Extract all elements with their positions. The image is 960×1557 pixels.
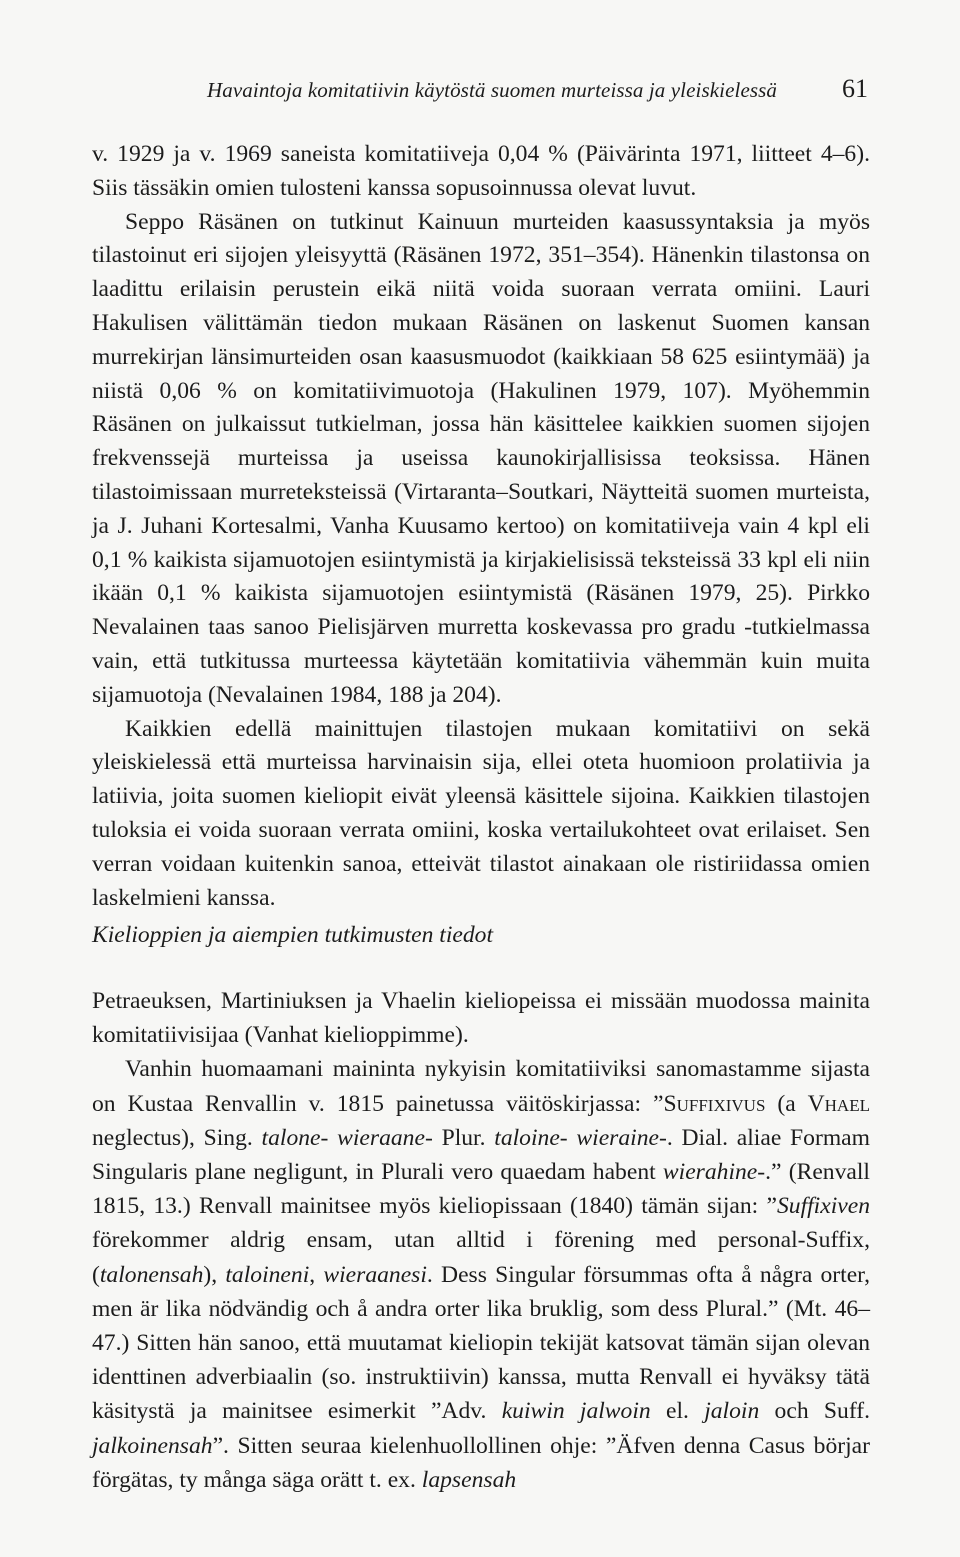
italic-example: taloine- wieraine- xyxy=(494,1124,667,1151)
italic-example: jalkoinensah xyxy=(92,1432,213,1459)
italic-example: Suffixiven xyxy=(776,1193,870,1220)
italic-example: kuiwin jalwoin xyxy=(501,1398,651,1425)
body-text-section-2 xyxy=(92,984,870,1497)
italic-example: jaloin xyxy=(704,1398,760,1425)
text-run: och Suff. xyxy=(759,1398,871,1425)
paragraph-summary: Kaikkien edellä mainittujen tilastojen mukaan komitatiivi on sekä yleiskielessä että murteissa harvinaisin sija, ellei oteta huomioon prolatiivia ja latiivia, joita suomen kieliopit eivät yleensä käsittele sijoina. Kaikkien tilastojen tuloksia ei voida suoraan verrata omiini, koska vertailukohteet ovat erilaiset. Sen verran voidaan kuitenkin sanoa, etteivät tilastot ainakaan ole ristiriidassa omien laskelmieni kanssa. xyxy=(92,715,870,911)
small-caps-term: Suffixivus xyxy=(663,1090,766,1117)
italic-example: lapsensah xyxy=(421,1466,517,1493)
page-number: 61 xyxy=(842,74,868,103)
italic-example: talonensah xyxy=(99,1261,204,1288)
text-run: el. xyxy=(650,1398,705,1425)
text-run: neglectus), Sing. xyxy=(92,1124,262,1151)
paragraph-rasanen: Seppo Räsänen on tutkinut Kainuun murteiden kaasussyntaksia ja myös tilastoinut eri sijojen yleisyyttä (Räsänen 1972, 351–354). Hänenkin tilastonsa on laadittu erilaisin perustein eikä niitä voida suoraan verrata omiini. Lauri Hakulisen välittämän tiedon mukaan Räsänen on laskenut Suomen kansan murrekirjan länsimurteiden osan kaasusmuodot (kaikkiaan 58 625 esiintymää) ja niistä 0,06 % on komitatiivimuotoja (Hakulinen 1979, 107). Myöhemmin Räsänen on julkaissut tutkielman, jossa hän käsittelee kaikkien suomen sijojen frekvenssejä murteissa ja useissa kaunokirjallisissa teoksissa. Hänen tilastoimissaan murreteksteissä (Virtaranta–Soutkari, Näytteitä suomen murteista, ja J. Juhani Kortesalmi, Vanha Kuusamo kertoo) on komitatiiveja vain 4 kpl eli 0,1 % kaikista sijamuotojen esiintymistä ja kirjakielisissä teksteissä 33 kpl eli niin ikään 0,1 % kaikista sijamuotojen esiintymistä (Räsänen 1979, 25). Pirkko Nevalainen taas sanoo Pielisjärven murretta koskevassa pro gradu -tutkielmassa vain, että tutkitussa murteessa käytetään komitatiivia vähemmän kuin muita sijamuotoja (Nevalainen 1984, 188 ja 204). xyxy=(92,208,870,708)
italic-example: talone- wieraane- xyxy=(261,1124,433,1151)
small-caps-term: Vhael xyxy=(807,1090,870,1117)
text-run: . Dial. aliae Formam Singularis plane negligunt, in Plurali vero quaedam habent xyxy=(92,1124,871,1186)
body-text-section-1 xyxy=(92,138,870,915)
text-run: .” (Renvall 1815, 13.) Renvall mainitsee myös kieliopissaan (1840) tämän sijan: ” xyxy=(92,1159,870,1220)
text-run: , xyxy=(309,1261,324,1288)
paragraph-renvall xyxy=(92,1052,870,1497)
text-run: förekommer aldrig ensam, utan alltid i förening med personal-Suffix, ( xyxy=(92,1227,870,1288)
italic-example: taloineni xyxy=(225,1261,310,1288)
italic-example: wierahine- xyxy=(662,1159,766,1186)
text-run: ”. Sitten seuraa kielenhuollollinen ohje: ”Äfven denna Casus börjar förgätas, ty många säga orätt t. ex. xyxy=(92,1432,870,1493)
paragraph-old-grammars: Petraeuksen, Martiniuksen ja Vhaelin kieliopeissa ei missään muodossa mainita komitatiivisijaa (Vanhat kielioppimme). xyxy=(92,988,870,1049)
paragraph-continuation: v. 1929 ja v. 1969 saneista komitatiiveja 0,04 % (Päivärinta 1971, liitteet 4–6). Siis tässäkin omien tulosteni kanssa sopusoinnussa olevat luvut. xyxy=(92,141,870,201)
running-header: Havaintoja komitatiivin käytöstä suomen murteissa ja yleiskielessä xyxy=(207,78,778,102)
text-run: (a xyxy=(765,1090,808,1117)
italic-example: wieraanesi xyxy=(323,1261,427,1288)
section-heading: Kielioppien ja aiempien tutkimusten tiedot xyxy=(92,922,494,948)
text-run: Plur. xyxy=(432,1124,495,1151)
text-run: . Dess Singular försummas ofta å några orter, men är lika nödvändig och å andra orter lika bruklig, som dess Plural.” (Mt. 46–47.) Sitten hän sanoo, että muutamat kieliopin tekijät katsovat tämän sijan olevan identtinen adverbiaalin (so. instruktiivin) kanssa, mutta Renvall ei hyväksy tätä käsitystä ja mainitsee esimerkit ”Adv. xyxy=(92,1261,870,1425)
text-run: Vanhin huomaamani maininta nykyisin komitatiiviksi sanomastamme sijasta on Kustaa Renvallin v. 1815 painetussa väitöskirjassa: ” xyxy=(92,1056,870,1117)
text-run: ), xyxy=(203,1261,226,1288)
